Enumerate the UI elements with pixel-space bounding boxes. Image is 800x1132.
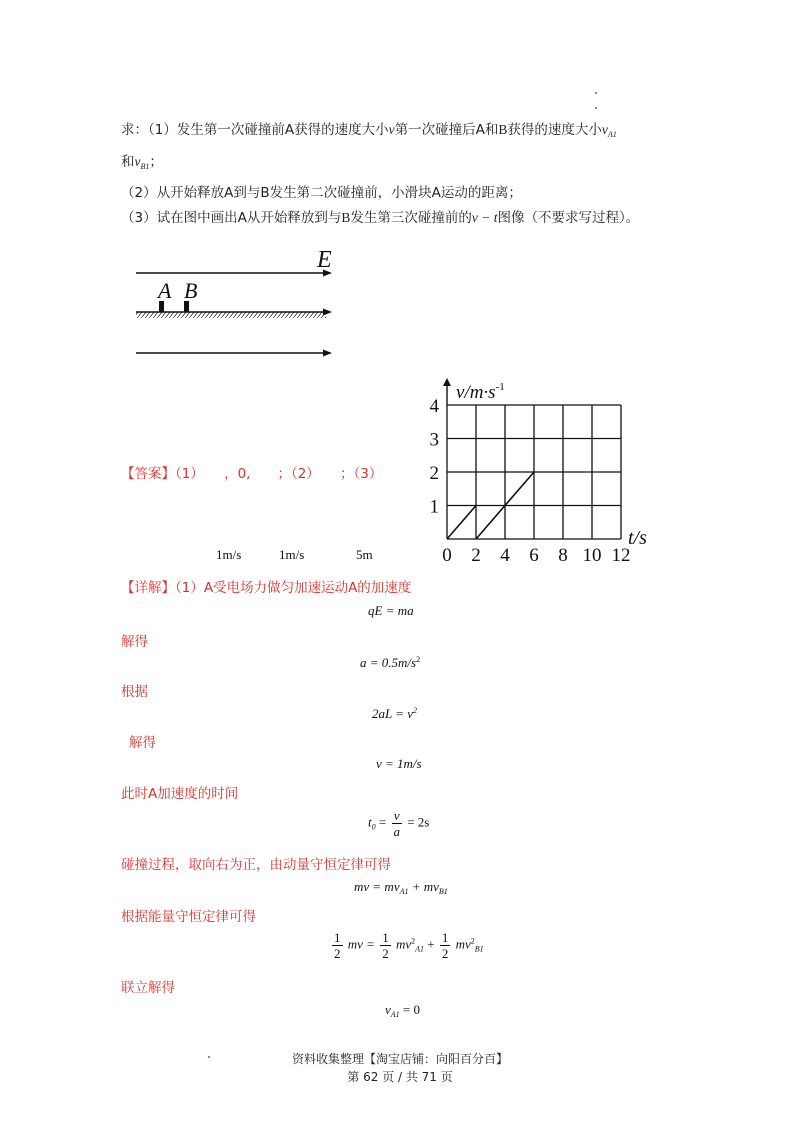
time-label: 此时A加速度的时间	[121, 786, 239, 802]
field-label-e: E	[317, 247, 332, 273]
arrowhead-middle	[323, 309, 332, 316]
chart-y-ticks	[430, 396, 440, 518]
equation-3: $2aL = v^2$	[372, 706, 418, 721]
answer-line	[121, 462, 382, 482]
ground-hatch	[136, 312, 326, 318]
chart-x-tick-label: 4	[500, 545, 510, 566]
equation-2: $a = 0.5m/s^2$	[360, 655, 421, 670]
chart-y-label: $v/m\cdot s^{-1}$	[456, 381, 505, 403]
page-dot-2	[595, 107, 597, 109]
page-dot-1	[595, 92, 597, 94]
field-diagram	[130, 242, 340, 362]
answer-value-1: 1m/s	[216, 547, 242, 562]
equation-4: v = 1m/s	[376, 756, 422, 771]
footer-page-number: 第 62 页 / 共 71 页	[347, 1070, 453, 1084]
answer-value-2: 1m/s	[279, 547, 305, 562]
block-b-label: B	[184, 278, 198, 303]
question-line-2: （2）从开始释放A到与B发生第二次碰撞前，小滑块A运动的距离；	[121, 185, 522, 201]
solve-label-1: 解得	[121, 634, 148, 650]
equation-5: $t_0$ = $\frac{v}{a}$ = 2s	[368, 808, 430, 839]
detail-label: 【详解】	[121, 580, 175, 596]
solve-label-2: 解得	[129, 735, 156, 751]
chart-y-tick-label: 3	[429, 429, 439, 451]
answer-value-dist: 5m	[356, 547, 373, 562]
equation-7: $\frac{1}{2}$ mv = $\frac{1}{2}$ $mv^2_{A1}$ + $\frac{1}{2}$ $mv^2_{B1}$	[334, 930, 484, 961]
chart-x-tick-label: 10	[582, 545, 602, 566]
detail-intro: 【详解】（1）A受电场力做匀加速运动A的加速度	[121, 580, 412, 596]
chart-y-tick-label: 4	[429, 396, 439, 417]
chart-x-tick-label: 8	[558, 545, 568, 566]
arrowhead-bottom	[323, 350, 332, 357]
chart-x-tick-label: 0	[442, 545, 452, 566]
question-line-3: （3）试在图中画出A从开始释放到与B发生第三次碰撞前的v − t图像（不要求写过程）。	[121, 210, 640, 226]
chart-y-tick-label: 2	[429, 463, 439, 484]
question-line-1b: 和$v_{B1}$；	[121, 154, 163, 171]
answer-label: 【答案】	[121, 466, 175, 482]
equation-6: mv = $mv_{A1} + mv_{B1}$	[354, 879, 448, 896]
chart-x-tick-label: 12	[611, 545, 631, 566]
chart-x-tick-label: 6	[529, 545, 539, 566]
chart-x-ticks	[442, 545, 630, 566]
chart-x-label: t/s	[628, 527, 647, 549]
footer-source: 资料收集整理【淘宝店铺：向阳百分百】	[291, 1052, 508, 1066]
answer-text: （1） ，0, ；（2） ；（3）	[175, 466, 383, 482]
energy-label: 根据能量守恒定律可得	[121, 909, 256, 925]
block-a-label: A	[158, 278, 172, 303]
basis-label: 根据	[121, 684, 148, 700]
chart-x-tick-label: 2	[471, 545, 481, 566]
chart-y-tick-label: 1	[429, 496, 439, 518]
combine-label: 联立解得	[121, 980, 175, 996]
chart-series-segment	[447, 506, 476, 540]
question-line-1: 求：（1）发生第一次碰撞前A获得的速度大小v第一次碰撞后A和B获得的速度大小$v_{A1}$	[121, 122, 617, 139]
equation-8: $v_{A1} = 0$	[385, 1002, 421, 1019]
vt-chart	[420, 372, 670, 567]
equation-1: qE = ma	[368, 603, 414, 618]
chart-y-axis-arrow	[443, 378, 451, 386]
collision-label: 碰撞过程，取向右为正，由动量守恒定律可得	[121, 857, 391, 873]
